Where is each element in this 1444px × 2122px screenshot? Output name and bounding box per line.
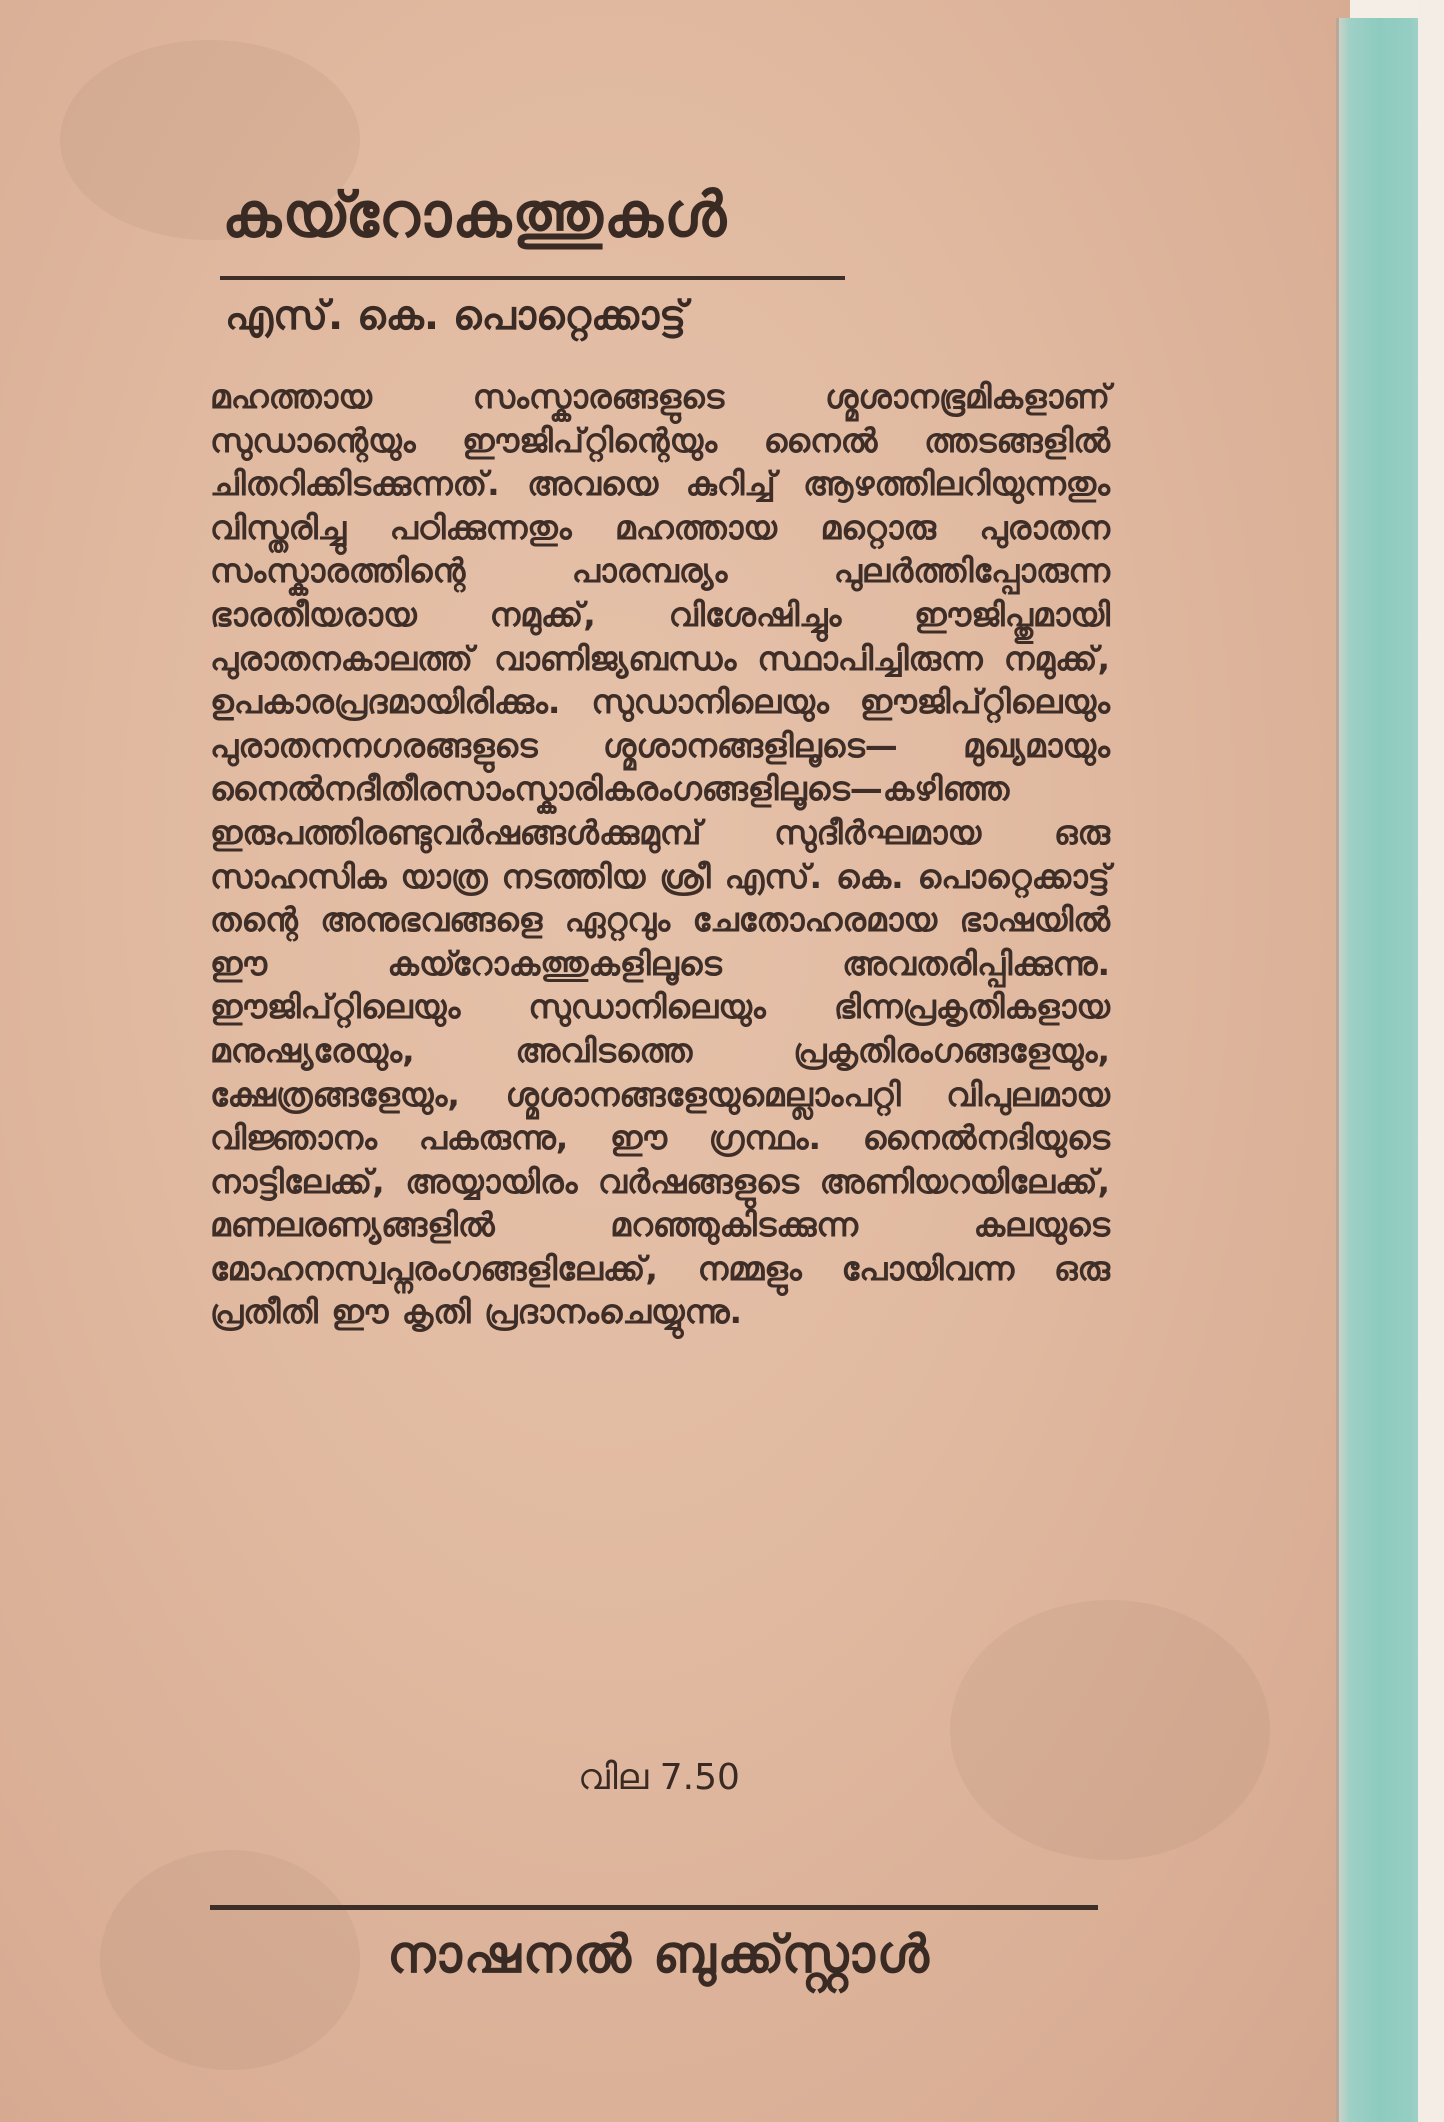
title-divider	[220, 276, 845, 280]
spine-strip	[1336, 18, 1427, 2122]
book-author: എസ്. കെ. പൊറ്റെക്കാട്ട്	[225, 293, 687, 339]
book-title: കയ്റോകത്തുകൾ	[222, 178, 728, 251]
book-description: മഹത്തായ സംസ്കാരങ്ങളുടെ ശ്മശാനഭൂമികളാണ് സുഡാന്റെയും ഈജിപ്റ്റിന്റെയും നൈൽ ത്തടങ്ങളിൽ ചിതറിക്കിടക്കുന്നത്. അവയെ കുറിച്ച് ആഴത്തിലറിയുന്നതും വിസ്തരിച്ചു പഠിക്കുന്നതും മഹത്തായ മറ്റൊരു പുരാതന സംസ്കാരത്തിന്റെ പാരമ്പര്യം പുലർത്തിപ്പോരുന്ന ഭാരതീയരായ നമുക്ക്, വിശേഷിച്ചും ഈജിപ്തുമായി പുരാതനകാലത്ത് വാണിജ്യബന്ധം സ്ഥാപിച്ചിരുന്ന നമുക്ക്, ഉപകാരപ്രദമായിരിക്കും. സുഡാനിലെയും ഈജിപ്റ്റിലെയും പുരാതനനഗരങ്ങളുടെ ശ്മശാനങ്ങളിലൂടെ— മുഖ്യമായും നൈൽനദീതീരസാംസ്കാരികരംഗങ്ങളിലൂടെ—കഴിഞ്ഞ ഇരുപത്തിരണ്ടുവർഷങ്ങൾക്കുമുമ്പ് സുദീർഘമായ ഒരു സാഹസിക യാത്ര നടത്തിയ ശ്രീ എസ്. കെ. പൊറ്റെക്കാട്ട് തന്റെ അനുഭവങ്ങളെ ഏറ്റവും ചേതോഹരമായ ഭാഷയിൽ ഈ കയ്റോകത്തുകളിലൂടെ അവതരിപ്പിക്കുന്നു. ഈജിപ്റ്റിലെയും സുഡാനിലെയും ഭിന്നപ്രകൃതികളായ മനുഷ്യരേയും, അവിടത്തെ പ്രകൃതിരംഗങ്ങളേയും, ക്ഷേത്രങ്ങളേയും, ശ്മശാനങ്ങളേയുമെല്ലാംപറ്റി വിപുലമായ വിജ്ഞാനം പകരുന്നു, ഈ ഗ്രന്ഥം. നൈൽനദിയുടെ നാട്ടിലേക്ക്, അയ്യായിരം വർഷങ്ങളുടെ അണിയറയിലേക്ക്, മണലരണ്യങ്ങളിൽ മറഞ്ഞുകിടക്കുന്ന കലയുടെ മോഹനസ്വപ്നരംഗങ്ങളിലേക്ക്, നമ്മളും പോയിവന്ന ഒരു പ്രതീതി ഈ കൃതി പ്രദാനംചെയ്യുന്നു.	[210, 377, 1110, 1332]
publisher-name: നാഷനൽ ബുക്ക്സ്റ്റാൾ	[387, 1925, 931, 1985]
page-edge	[1418, 0, 1444, 2122]
publisher-divider	[210, 1905, 1098, 1910]
cover-stain	[950, 1600, 1270, 1860]
book-price: വില 7.50	[578, 1757, 740, 1798]
